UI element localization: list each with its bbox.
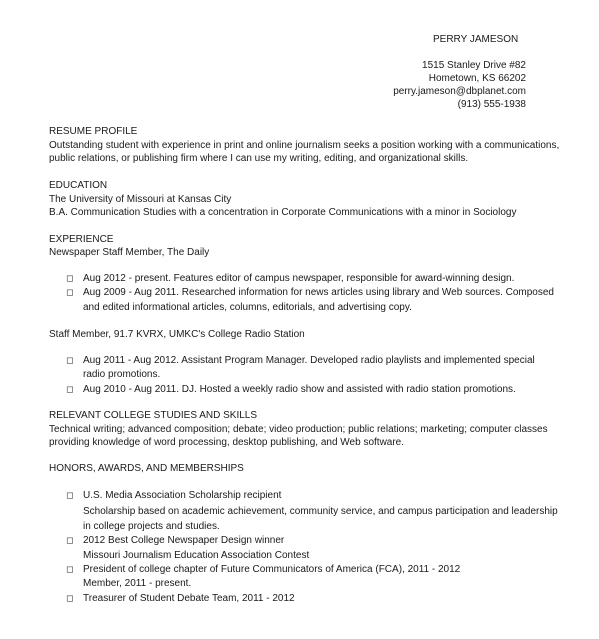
education-heading: EDUCATION <box>49 180 108 191</box>
checkbox-bullet-icon: ◻ <box>66 355 74 365</box>
honor-detail: Scholarship based on academic achievement, community service, and campus participation and leadership <box>83 506 558 518</box>
honor-title: U.S. Media Association Scholarship recipient <box>83 490 282 501</box>
checkbox-bullet-icon: ◻ <box>66 383 74 394</box>
contact-city: Hometown, KS 66202 <box>428 73 526 84</box>
job2-bullets <box>66 354 566 396</box>
honor-detail: in college projects and studies. <box>83 520 220 532</box>
list-item <box>66 383 566 396</box>
contact-email: perry.jameson@dbplanet.com <box>393 86 526 97</box>
list-item <box>66 563 566 576</box>
list-item <box>66 286 566 299</box>
honors-list <box>66 489 566 605</box>
list-item <box>66 354 566 367</box>
contact-phone: (913) 555-1938 <box>457 99 526 110</box>
honor-detail: Missouri Journalism Education Association Contest <box>83 549 310 561</box>
profile-text <box>49 139 569 166</box>
degree: B.A. Communication Studies with a concentration in Corporate Communications with a minor in Sociology <box>49 207 517 219</box>
studies-line: Technical writing; advanced composition; debate; video production; public relations; marketing; computer classes <box>49 424 548 435</box>
school-name: The University of Missouri at Kansas City <box>49 194 232 205</box>
experience-heading: EXPERIENCE <box>49 234 114 245</box>
studies-text <box>49 423 569 450</box>
honors-heading: HONORS, AWARDS, AND MEMBERSHIPS <box>49 463 244 474</box>
list-item <box>66 534 566 547</box>
checkbox-bullet-icon: ◻ <box>66 535 74 546</box>
job-title: Staff Member, 91.7 KVRX, UMKC's College Radio Station <box>49 329 305 340</box>
checkbox-bullet-icon: ◻ <box>66 273 74 283</box>
honor-title: 2012 Best College Newspaper Design winner <box>83 535 285 547</box>
honor-title: Treasurer of Student Debate Team, 2011 - 2012 <box>83 592 295 604</box>
studies-heading: RELEVANT COLLEGE STUDIES AND SKILLS <box>49 410 258 421</box>
profile-heading: RESUME PROFILE <box>49 126 138 137</box>
checkbox-bullet-icon: ◻ <box>66 564 74 575</box>
education-text <box>49 193 569 220</box>
list-item <box>66 592 566 605</box>
bullet-text: Aug 2009 - Aug 2011. Researched information for news articles using library and Web sources. Composed <box>83 287 554 299</box>
bullet-text: Aug 2011 - Aug 2012. Assistant Program Manager. Developed radio playlists and implemented special <box>83 355 535 366</box>
checkbox-bullet-icon: ◻ <box>66 287 74 298</box>
job1-bullets <box>66 272 566 314</box>
contact-address: 1515 Stanley Drive #82 <box>422 60 526 71</box>
honor-detail: Member, 2011 - present. <box>83 578 192 590</box>
job-title: Newspaper Staff Member, The Daily <box>49 247 210 258</box>
bullet-continuation: and edited informational articles, columns, editorials, and advertising copy. <box>83 301 412 313</box>
list-item <box>66 489 566 502</box>
profile-line: Outstanding student with experience in print and online journalism seeks a position working with a communications, <box>49 140 560 151</box>
profile-line: public relations, or publishing firm where I can use my writing, editing, and organizational skills. <box>49 153 469 165</box>
honor-title: President of college chapter of Future Communicators of America (FCA), 2011 - 2012 <box>83 564 461 576</box>
bullet-text: Aug 2010 - Aug 2011. DJ. Hosted a weekly radio show and assisted with radio station promotions. <box>83 383 516 395</box>
checkbox-bullet-icon: ◻ <box>66 490 74 500</box>
bullet-continuation: radio promotions. <box>83 369 161 381</box>
candidate-name: PERRY JAMESON <box>433 34 519 45</box>
checkbox-bullet-icon: ◻ <box>66 592 74 603</box>
list-item <box>66 272 566 285</box>
bullet-text: Aug 2012 - present. Features editor of campus newspaper, responsible for award-winning design. <box>83 273 515 284</box>
studies-line: providing knowledge of word processing, desktop publishing, and Web software. <box>49 437 405 449</box>
